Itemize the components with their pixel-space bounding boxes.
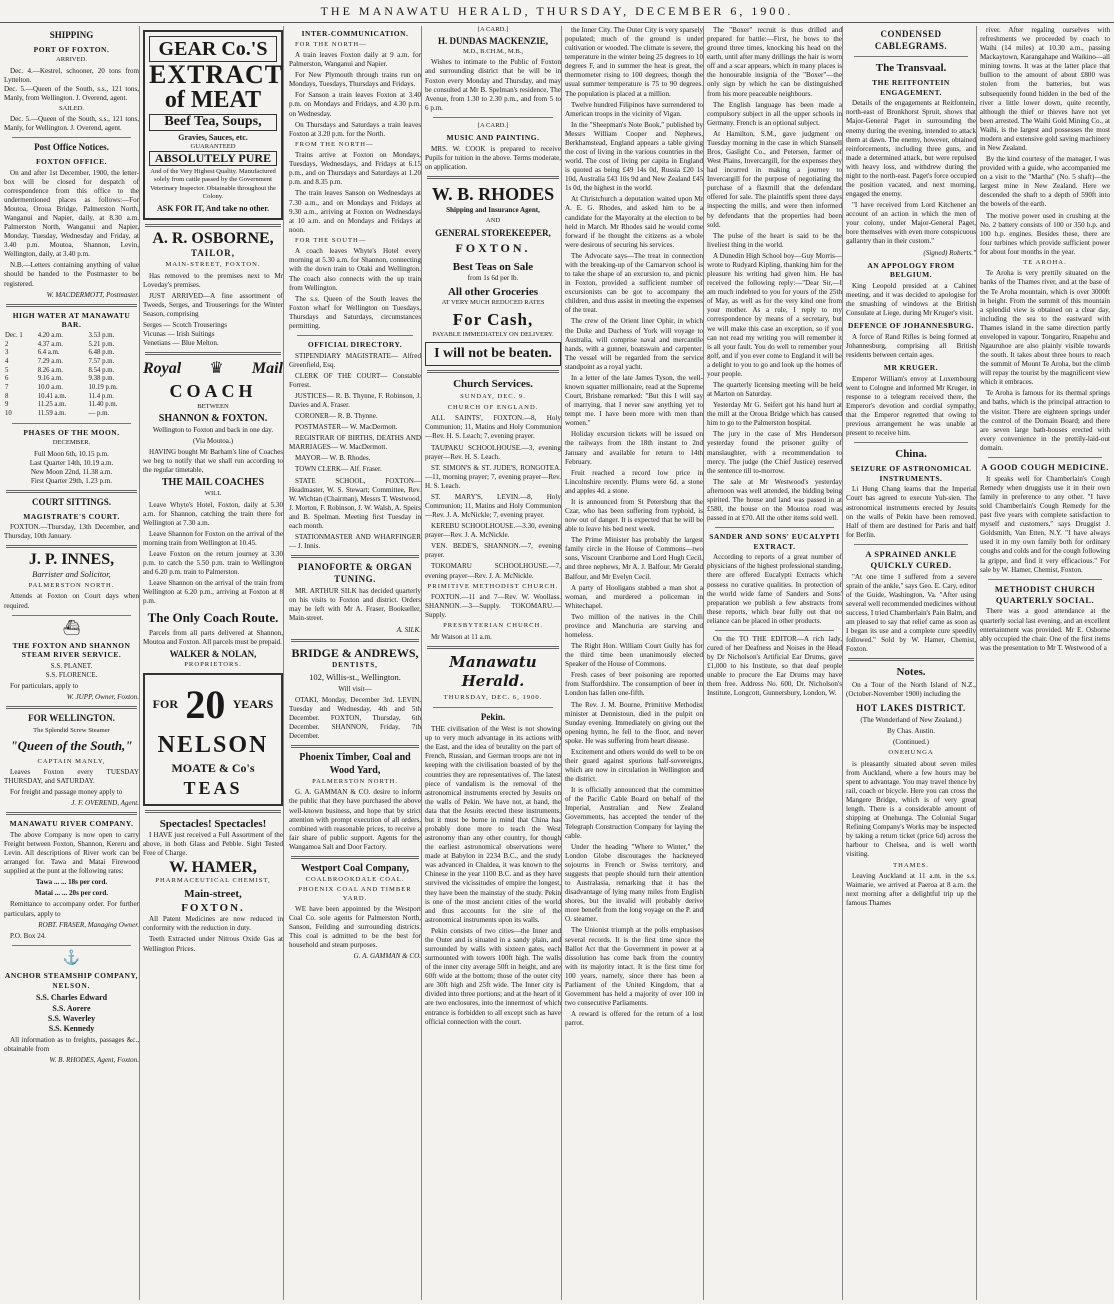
list-item: CLERK OF THE COURT— Constable Forrest. (289, 371, 421, 389)
river-company-sig: ROBT. FRASER, Managing Owner. (38, 920, 139, 929)
news-paragraph: The sale at Mr Westwood's yesterday afternoon was well attended, the bidding being spirited. The house and land was passed in at £580, the house on the Moutoa road was passed in at £70. All the other items sold well. (707, 477, 842, 523)
pres-body: Mr Watson at 11 a.m. (431, 632, 492, 641)
table-row: 5 8.26 a.m. 8.54 p.m. (5, 366, 115, 374)
bridge-andrews: BRIDGE & ANDREWS, (291, 645, 419, 660)
masthead: THE MANAWATU HERALD, THURSDAY, DECEMBER 6, 1900. (0, 0, 1114, 23)
apology-body: King Leopold presided at a Cabinet meeting, and it was decided to apologise for the smashing of windows at the British Consulate at Liege, during Mr Kruger's visit. (846, 281, 976, 318)
court-heading: COURT SITTINGS. (31, 497, 112, 508)
post-office-heading: Post Office Notices. (34, 142, 109, 153)
teas-price: from 1s 6d per lb. (467, 273, 519, 282)
continued-label: (Continued.) (892, 738, 930, 747)
south-1: A coach leaves Whyte's Hotel every morning at 5.30 a.m. for Shannon, connecting with the down train to Otaki and Wellington. The coach also connects with the up train from Wellington. (289, 247, 421, 292)
innes-body: Attends at Foxton on Court days when required. (4, 592, 139, 610)
hamer-town: FOXTON. (181, 902, 245, 915)
wonderland-label: (The Wonderland of New Zealand.) (860, 716, 962, 725)
hamer-body-2: Teeth Extracted under Nitrous Oxide Gas at Wellington Prices. (143, 935, 283, 953)
column-4 (425, 26, 562, 1300)
captain-label: CAPTAIN MANLY, (37, 757, 106, 765)
kruger-body: Emperor William's envoy at Luxembourg went to Cologne and informed Mr Kruger, in response to a telegram received there, the Emperor's devotion and cordial sympathy, that the Emperor regretted that owing to previous arrangement he was unable at present to receive him. (846, 374, 976, 438)
tide-table (4, 332, 139, 419)
nelson-moate: MOATE & Co's (171, 761, 255, 776)
news-paragraph: The quarterly licensing meeting will be held at Marton on Saturday. (707, 380, 842, 399)
north-2: For New Plymouth through trains run on Mondays, Tuesdays, Thursdays and Fridays. (289, 71, 421, 89)
anchor-place: NELSON. (52, 982, 91, 991)
north-4: On Thursdays and Saturdays a train leaves Foxton at 3.20 p.m. for the North. (289, 120, 421, 138)
north-1: A train leaves Foxton daily at 9 a.m. for Palmerston, Wanganui and Napier. (289, 51, 421, 69)
steam-boats: S.S. PLANET. S.S. FLORENCE. (45, 661, 98, 679)
te-aroha-heading: TE AROHA. (1023, 258, 1067, 266)
spectacles-title: Spectacles! Spectacles! (159, 817, 267, 830)
court-sub: MAGISTRATE'S COURT. (23, 511, 120, 521)
onehunga-body: is pleasantly situated about seven miles from Auckland, where a few hours may be spent to advantage. You may travel thence by rail, coach or bicycle. Here you can cross the Mangere Bridge, which is of very great length. There is a considerable amount of shipping at Onehunga. The Colonial Sugar Refining Company's Works may be inspected by taking a return ticket (price 6d) across the harbour to Chelsea, and is well worth visiting. (846, 759, 976, 859)
johannesburg-heading: DEFENCE OF JOHANNESBURG. (847, 321, 975, 331)
visit-label: Will visit— (338, 684, 372, 693)
shannon-foxton: SHANNON & FOXTON. (158, 413, 268, 425)
china-heading: China. (895, 448, 927, 461)
news-paragraph: In a letter of the late James Tyson, the well-known squatter millionaire, read at the Supreme Court, Brisbane remarked: "But this I will say of marrying, that I never saw anything yet to tempt me. I have been more with men than women." (565, 373, 703, 428)
mackenzie-body: Wishes to intimate to the Public of Foxton and surrounding district that he will be in Foxton every Monday and Thursday, and may be consulted at Mr B. Spelman's residence, The Avenue, from 1.30 to 2.30 p.m., and from 5 to 6 p.m. (425, 58, 561, 112)
cash-terms: PAYABLE IMMEDIATELY ON DELIVERY. (432, 330, 554, 338)
table-row: 8 10.41 a.m. 11.4 p.m. (5, 392, 114, 400)
onehunga-heading: ONEHUNGA (888, 749, 934, 757)
westport-body: WE have been appointed by the Westport Coal Co. sole agents for Palmerston North, Sanson, Feilding and surrounding districts. This coal is admitted to be the best for household and steam purposes. (289, 905, 421, 950)
gear-extract: EXTRACT (149, 60, 284, 89)
dentists-label: DENTISTS, (332, 660, 378, 669)
sanders-body: According to reports of a great number of physicians of the highest professional standing, there are offered Eucalypti Extracts which possess no curative qualities. In protection of the world wide fame of Sanders and Sons' preparation we publish a few abstracts from these reports, which bear fully out that no reliance can be placed in other products. (707, 553, 842, 625)
moon-month: DECEMBER. (52, 439, 91, 447)
list-item: MAYOR— W. B. Rhodes. (295, 454, 371, 463)
sanders-heading: SANDER AND SONS' EUCALYPTI EXTRACT. (709, 532, 840, 551)
paper-date: THURSDAY, DEC. 6, 1900. (443, 694, 543, 702)
news-paragraph: Twelve hundred Filipinos have surrendered to American troops in the vicinity of Vigan. (565, 100, 703, 118)
westport-sub-2: PHOENIX COAL AND TIMBER YARD. (298, 886, 412, 902)
table-row: Dec. 1 4.20 a.m. 3.53 p.m. (5, 331, 115, 339)
news-paragraph: Yesterday Mr G. Seifert got his hand hurt at the mill at the Oroua Bridge which has caused him to go to the Palmerston hospital. (707, 401, 842, 428)
innes-place: PALMERSTON NORTH. (28, 582, 115, 589)
piano-sig: A. SILK. (396, 625, 421, 634)
phoenix-place: PALMERSTON NORTH. (312, 777, 398, 785)
column-3 (289, 26, 422, 1300)
cough-heading: A GOOD COUGH MEDICINE. (981, 461, 1109, 472)
groceries-heading: All other Groceries (447, 285, 538, 298)
dentists-address: 102, Willis-st., Wellington. (309, 672, 401, 683)
phoenix-title: Phoenix Timber, Coal and Wood Yard, (299, 752, 411, 777)
anchor-sig: W. B. RHODES, Agent, Foxton. (49, 1056, 139, 1065)
osborne-list: Serges — Scotch Trouserings Vicunas — Irish Suitings Venetians — Blue Melton. (143, 321, 228, 348)
coach-body-2: HAVING bought Mr Barham's line of Coaches we beg to notify that we shall run according to the regular timetable, (143, 448, 283, 475)
news-paragraph: By the kind courtesy of the manager, I was provided with a guide, who accompanied me on a visit to the "Martha" (No. 5 shaft)—the largest mine in New Zealand. Here we descended the shaft to a depth of 590ft into the bowels of the earth. (980, 155, 1110, 209)
not-beaten: I will not be beaten. (425, 342, 561, 366)
anchor-heading: ANCHOR STEAMSHIP COMPANY, (4, 970, 139, 980)
mackenzie-name: H. DUNDAS MACKENZIE, (437, 36, 548, 47)
moon-heading: PHASES OF THE MOON. (23, 427, 120, 437)
column-7 (846, 26, 977, 1300)
royal-label: Royal (143, 360, 182, 378)
gear-guaranteed: GUARANTEED (190, 142, 236, 150)
teas-heading: Best Teas on Sale (452, 260, 534, 273)
kitchener-sig: (Signed) Roberts." (923, 248, 976, 257)
te-aroha-body-2: Te Aroha is famous for its thermal springs and baths, which is the principal attraction to the visitor. There are eighteen springs under the control of the Domain Board; and there are seven large bath-houses erected with every convenience in the prettily-laid-out domain. (980, 389, 1110, 452)
list-item: TOWN CLERK— Alf. Fraser. (295, 465, 382, 474)
news-paragraph: The motive power used in crushing at the No. 2 battery consists of 100 or 350 h.p. and 100 h.p. engines. Besides these, there are four turbines which provide sufficient power for about four months in the year. (980, 211, 1110, 256)
moon-body: Full Moon 6th, 10.15 p.m. Last Quarter 14th, 10.19 a.m. New Moon 22nd, 11.38 a.m. First Quarter 29th, 1.23 p.m. (29, 449, 114, 485)
steam-body: For particulars, apply to (10, 681, 79, 690)
news-paragraph: At Hamilton, S.M., gave judgment on Tuesday morning in the case in which Stansell Bros, Gaslight Co., and Petersen, farmer of West Plains, Invercargill, for the expenses they had incurred in making a journey to Invercargill for the purpose of negotiating the purchase of a flaxmill that the defendant offered for sale. The plaintiffs spent three days inspecting the mills, and were then informed by defendants that the properties had been sold. (707, 129, 842, 229)
from-north-2: The train leaves Sanson on Wednesdays at 7.30 a.m., and on Mondays and Fridays at 9.30 a.m., arriving at Foxton on Wednesdays at 10 a.m. and on Mondays and Fridays at noon. (289, 189, 421, 234)
music-body: MRS. W. COOK is prepared to receive Pupils for tuition in the above. Terms moderate, on application. (425, 144, 561, 172)
only-coach-route: The Only Coach Route. (147, 609, 279, 625)
rhodes-storekeeper: GENERAL STOREKEEPER, (435, 227, 551, 238)
nelson-for-years: FOR 20 YEARS (149, 679, 277, 730)
list-item: TOKOMARU SCHOOLHOUSE.—7, evening prayer—Rev. J. A. McNickle. (425, 562, 561, 580)
methodist-body: There was a good attendance at the quarterly social last evening, and an excellent entertainment was provided. Mr E. Osborne ably occupied the chair. One of the first items was the presentation to Mr T. Westwood of a (980, 607, 1110, 652)
shipping-heading: SHIPPING (49, 30, 94, 40)
paper-title: Manawatu Herald. (449, 652, 537, 690)
list-item: REGISTRAR OF BIRTHS, DEATHS AND MARRIAGES— W. MacDermott. (289, 434, 421, 452)
tide-heading: HIGH WATER AT MANAWATU BAR. (12, 310, 131, 330)
ship-icon: ⛴ (62, 620, 81, 636)
westport-sig: G. A. GAMMAN & CO. (353, 952, 421, 961)
official-heading: OFFICIAL DIRECTORY. (307, 340, 403, 350)
list-item: ST. MARY'S, LEVIN.—8, Holy Communion; 11, Matins and Holy Communion—Rev. J. A. McNickle; 7, evening prayer. (425, 492, 561, 520)
news-paragraph: A reward is offered for the return of a lost parrot. (565, 1010, 703, 1028)
hamer-body: All Patent Medicines are now reduced in conformity with the reduction in duty. (143, 915, 283, 933)
pm-body: FOXTON.—11 and 7—Rev. W. Woollass. SHANNON.—3—Supply. TOKOMARU.—Supply. (425, 593, 561, 620)
rhodes-town: FOXTON. (455, 241, 531, 256)
list-item: POSTMASTER— W. MacDermott. (295, 423, 398, 432)
hamer-street: Main-street, (184, 888, 242, 901)
innes-name: J. P. INNES, (28, 551, 115, 569)
queen-title: "Queen of the South," (10, 737, 133, 753)
osborne-trade: TAILOR, (190, 247, 236, 258)
column-8 (980, 26, 1110, 1300)
news-paragraph: A Dunedin High School boy—Guy Morris—wrote to Rudyard Kipling, thanking him for the pleasure his writing had given him. He has received the following reply:—"Dear Sir,—I am much indebted to you for yours of the 25th of May, as well as for the very kind one from your mother. As a rule, I reply to my correspondence by means of a secretary, but we will make this case an exception, so if you can not read my writing you will remember it is all your fault. You do well to remember your golf, and if you ever come to England it will be a delight to you to go and look up the homes of your people. (707, 251, 842, 378)
hamer-title: PHARMACEUTICAL CHEMIST, (155, 876, 271, 884)
south-label: FOR THE SOUTH— (295, 236, 367, 244)
news-paragraph: In the "Sheepman's Note Book," published by Messrs William Cooper and Nephews, Berkhamstead, England appears a table giving the cost of living in the various countries in the world. The cost of living per capita in England is quoted as being £49 14s 0d, Russia £20 1s 10d, Australia £43 10s 9d and New Zealand £45 1s 0d, the highest in the world. (565, 120, 703, 193)
news-paragraph: At Christchurch a deputation waited upon Mr A. E. G. Rhodes, and asked him to be a candidate for the Mayoralty at the election to be held in March. Mr Rhodes said he would come forward if he thought the citizens as a whole were desirous of securing his services. (565, 195, 703, 249)
johannesburg-body: A force of Rand Rifles is being formed at Johannesburg, comprising all British residents between certain ages. (846, 332, 976, 359)
church-of-england: CHURCH OF ENGLAND. (447, 403, 539, 411)
column-5 (565, 26, 704, 1300)
news-paragraph: The Advocate says—The treat in connection with the breaking-up of the Carnarvon school is to take the shape of an excursion to, and picnic in Foxton, provided a sufficient number of excursionists can be got to accompany the children, and thus assist in meeting the expenses of the treat. (565, 251, 703, 315)
table-row: 3 6.4 a.m. 6.48 p.m. (5, 349, 115, 357)
te-aroha-body: Te Aroha is very prettily situated on the banks of the Thames river, and at the base of the Te Aroha mountain, which is over 3000ft in height. From the summit of this mountain a splendid view is obtained on a clear day, including the sea to the eastward with Thames island in the same direction partly enveloped in vapour. Tongariro, Ruapehu and Ngauruhoe are also plainly visible towards the south. It takes about three hours to reach the summit of Mount Te Aroha, but the climb will repay the tourist by the magnificent view which it embraces. (980, 269, 1110, 387)
card-label: [A CARD.] (477, 121, 509, 129)
music-heading: MUSIC AND PAINTING. (446, 133, 540, 143)
sailed-label: SAILED. (58, 104, 85, 112)
nelson-teas-ad (143, 673, 283, 805)
north-3: For Sanson a train leaves Foxton at 3.40 p.m. on Mondays and Fridays, and 4.30 p.m. on Wednesday. (289, 91, 421, 118)
mail-coaches-1: Leave Whyte's Hotel, Foxton, daily at 5.30 a.m. for Shannon, catching the train there for Wellington at 7.30 a.m. (143, 500, 283, 527)
anchor-icon: ⚓ (62, 950, 81, 966)
sailed-text: Dec. 5.—Queen of the South, s.s., 121 tons, Manly, for Wellington. J. Overend, agent. (4, 115, 139, 133)
hot-lakes-heading: HOT LAKES DISTRICT. (856, 702, 966, 713)
notes-heading: Notes. (896, 666, 926, 679)
gear-quality: And of the Very Highest Quality. Manufactured solely from cattle passed by the Government Veterinary Inspector. Obtainable throughout the Colony. (150, 167, 276, 201)
queen-body-2: For freight and passage money apply to (10, 788, 123, 797)
transvaal-heading: The Transvaal. (875, 62, 947, 75)
news-paragraph: Fresh cases of beer poisoning are reported from Staffordshire. The consumption of beer in London has fallen one-fifth. (565, 671, 703, 698)
news-paragraph: The Prime Minister has probably the largest family circle in the House of Commons—two sons, Viscount Cranborne and Lord Hugh Cecil, and three nephews, Mr A. J. Balfour, Mr Gerald Balfour, and Mr Evelyn Cecil. (565, 536, 703, 581)
gear-gravies: Gravies, Sauces, etc. (178, 132, 248, 142)
arrived-label: ARRIVED. (56, 56, 87, 64)
between-label: BETWEEN (197, 402, 229, 410)
pekin-body: THE civilisation of the West is not showing up to very much advantage in its actions with the East, and the idea of brutality on the part of French, Russian, and German troops are not in keeping with the civilisation boasted of by the countries they are representatives of. The latest piece of vandalism is the removal of the astronomical instruments erected by Jesuits on the walls of Pekin. We have not, at hand, the data that the Jesuits erected these instruments, but it must be borne in mind that China has probably done more to teach the West astronomy than any other country, for though the earliest astronomical observations were made at Babylon in 2234 B.C., and the study was advanced in Chaldea, it was known to the Chinese in the year 1100 B.C. and as they have survived the vicissitudes of empire the longest, they have been the mainstay of the study. Pekin is one of the most ancient cities of the world and thus accounts for the site of the astronomical instruments upon its walls. (425, 725, 561, 924)
news-paragraph: the Inner City. The Outer City is very sparsely populated; much of the ground is under cultivation or wooded. The climate is severe, the temperature in the winter being 25 degrees to 10 degrees F, and in summer the heat is great, the thermometer rising to 100 degrees, though the usual summer temperature is 75 to 90 degrees. The population is placed at a million. (565, 26, 703, 98)
royal-mail-header (143, 359, 283, 379)
news-paragraph: The Rev. J. M. Bourne, Primitive Methodist minister at Dennistoun, died in the pulpit on Sunday evening. Immediately on giving out the opening hymn, he fell to the floor, and never spoke. He was suffering from heart disease. (565, 700, 703, 745)
list-item: ALL SAINTS', FOXTON.—8, Holy Communion; 11, Matins and Holy Communion—Rev. H. S. Leach; 7, evening prayer. (425, 414, 561, 441)
piano-body: MR. ARTHUR SILK has decided quarterly on his visits to Foxton and district. Orders may be left with Mr A. Fraser, Bookseller, Main-street. (289, 587, 421, 623)
news-paragraph: Fruit reached a record low price in Lincolnshire recently. Plums were 6d. a stone and apples 4d. a stone. (565, 468, 703, 495)
nelson-teas: TEAS (183, 777, 243, 798)
apology-heading: AN APPOLOGY FROM BELGIUM. (867, 260, 955, 280)
walker-nolan: WALKER & NOLAN, (169, 649, 257, 660)
thames-heading: THAMES. (893, 861, 929, 869)
gear-of-meat: of MEAT (164, 87, 262, 113)
card-label: [A CARD.] (477, 26, 509, 33)
river-company-heading: MANAWATU RIVER COMPANY. (9, 819, 134, 829)
gear-beef-tea: Beef Tea, Soups, (149, 114, 277, 131)
gear-extract-ad (143, 30, 283, 220)
steam-heading: THE FOXTON AND SHANNON STEAM RIVER SERVICE. (12, 640, 131, 660)
column-2 (143, 26, 284, 1300)
nelson-twenty: 20 (185, 682, 226, 728)
news-paragraph: The crew of the Orient liner Ophir, in which the Duke and Duchess of York will voyage to Australia, will comprise naval and mercantile hands, with a gunner, boatswain and carpenter. The vessel will be regarded from the service standpoint as a royal yacht. (565, 317, 703, 371)
cough-body: It speaks well for Chamberlain's Cough Remedy when druggists use it in their own family in preference to any other. "I have sold Chamberlain's Cough Remedy for the past five years with complete satisfaction to myself and customers," says Druggist J. Goldsmith, Van Etten, N.Y. "I have always used it in my own family both for ordinary coughs and colds and for the cough following la grippe, and find it very efficacious." For sale by W. Hamer, Chemist, Foxton. (980, 474, 1110, 574)
court-body: FOXTON.—Thursday, 13th December, and Thursday, 10th January. (4, 523, 139, 541)
rhodes-role: Shipping and Insurance Agent, (446, 206, 540, 215)
sunday-date: SUNDAY, DEC. 9. (460, 393, 526, 401)
innes-title: Barrister and Solicitor, (32, 569, 111, 580)
queen-sig: J. F. OVEREND, Agent. (71, 799, 139, 808)
news-paragraph: Holiday excursion tickets will be issued on the railways from the 18th instant to 2nd January and available for return to 14th February. (565, 430, 703, 466)
table-row: 4 7.29 a.m. 7.57 p.m. (5, 357, 115, 365)
table-row: 2 4.37 a.m. 5.21 p.m. (5, 340, 115, 348)
post-office-sub: FOXTON OFFICE. (35, 156, 108, 166)
news-paragraph: The Right Hon. William Court Gully has for the third time been unanimously elected Speaker of the House of Commons. (565, 642, 703, 669)
methodist-heading: METHODIST CHURCH QUARTERLY SOCIAL. (994, 583, 1096, 605)
visit-body: OTAKI, Monday, December 3rd. LEVIN, Tuesday and Wednesday, 4th and 5th December. FOXTON, Thursday, 6th December. SHANNON, Friday, 7th December. (289, 695, 421, 741)
piano-heading: PIANOFORTE & ORGAN TUNING. (297, 562, 413, 584)
po-box: P.O. Box 24. (10, 931, 47, 940)
pekin-body-2: Pekin consists of two cities—the Inner and the Outer and is situated in a sandy plain, and surrounded by walls with sixteen gates, each surmounted with towers 100ft high. The walls of the inner city average 50ft in height, and are 60ft wide at the bottom; those of the outer city are 30ft high and 25ft wide. The Inner city is divided into three portions; and at the heart of it are two enclosures, into the innermost of which entrance is forbidden to all except such as have official connection with the court. (425, 926, 561, 1026)
mail-coaches-title: THE MAIL COACHES (161, 477, 265, 489)
river-company-body-2: Remittance to accompany order. For further particulars, apply to (4, 900, 139, 918)
thames-body: Leaving Auckland at 11 a.m. in the s.s. Waimarie, we arrived at Paeroa at 8 a.m. the next morning after a delightful trip up the famous Thames (846, 872, 976, 908)
news-paragraph: Under the heading "Where to Winter," the London Globe discourages the hackneyed sojourns in French or Swiss territory, and suggests that people should turn their attention to Australasia, remarking that it has the disadvantage of lying many miles from English shores, but the invalid will probably derive more benefit from the long voyage on the P. and O. steamer. (565, 842, 703, 924)
table-row: 10 11.59 a.m. — p.m. (5, 410, 110, 418)
phoenix-body: G. A. GAMMAN & CO. desire to inform the public that they have purchased the above well-known business, and hope that by strict attention with prompt execution of all orders, combined with reasonable prices, to receive a fair share of public support. Agents for the Wangamoa Salt and Door Factory. (289, 788, 421, 851)
list-item: STATE SCHOOL, FOXTON— Headmaster, W. S. Stewart; Committee, Rev. W. Wichtan (Chairman), Messrs T. Westwood, J. Morton, F. Robinson, J. W. Walsh, A. Speirs and B. Spelman. Meeting first Tuesday in each month. (289, 476, 421, 530)
proprietors-label: PROPRIETORS. (184, 660, 242, 668)
will-label: WILL (204, 490, 222, 498)
sprain-body: "At one time I suffered from a severe sprain of the ankle," says Geo. E. Cary, editor of the Guide, Washington, Va. "After using several well recommended medicines without success, I tried Chamberlain's Pain Balm, and am pleased to say that relief came as soon as I began its use and a complete cure speedily followed." Sold by W. Hamer, Chemist, Foxton. (846, 572, 977, 654)
tawa-rate: Tawa ... ... 18s per cord. (35, 878, 108, 887)
only-route-body: Parcels from all parts delivered at Shannon, Moutoa and Foxton. All parcels must be prepaid. (143, 629, 283, 647)
post-office-nb: N.B.—Letters containing anything of value should be handed to the Postmaster to be registered. (4, 261, 139, 288)
list-item: STIPENDIARY MAGISTRATE— Alfred Greenfield, Esq. (289, 351, 421, 369)
anchor-ships: S.S. Charles Edward S.S. Aorere S.S. Waverley S.S. Kennedy (35, 993, 108, 1034)
mail-label: Mail (251, 360, 283, 378)
primitive-methodist: PRIMITIVE METHODIST CHURCH. (427, 582, 559, 590)
list-item: KEREBU SCHOOLHOUSE.—3.30, evening prayer—Rev. J. A. McNickle. (425, 522, 561, 540)
kruger-heading: MR KRUGER. (883, 362, 939, 372)
north-label: FOR THE NORTH— (295, 40, 367, 48)
news-paragraph: The jury in the case of Mrs Henderson yesterday found the prisoner guilty of manslaughter, with a recommendation to mercy. The judge (the Chief Justice) reserved the sentence till to-morrow. (707, 430, 842, 475)
mackenzie-degrees: M.D., B.CH.M., M.B., (462, 47, 524, 55)
reitfontein-heading: THE REITFONTEIN ENGAGEMENT. (872, 78, 950, 97)
mail-coaches-2: Leave Shannon for Foxton on the arrival of the morning train from Wellington at 10.45. (143, 529, 283, 547)
news-paragraph: The Unionist triumph at the polls emphasises several records. It is the first time since the Ballot Act that the Government in power at a dissolution has come back from the country with its majority intact. It is the first time for 100 years, namely, since there has been a Parliament of the United Kingdom, that a Government has held a majority of over 100 in two consecutive Parliaments. (565, 926, 703, 1008)
church-heading: Church Services. (453, 378, 533, 391)
westport-sub: COALBROOKDALE COAL. (305, 875, 405, 883)
osborne-name: A. R. OSBORNE, (152, 229, 274, 247)
news-paragraph: The pulse of the heart is said to be the liveliest thing in the world. (707, 231, 842, 249)
river-company-body: The above Company is now open to carry Freight between Foxton, Shannon, Kereru and Levin. All descriptions of River work can be arranged for. Tawa and Matai Firewood supplied at the punt at the following rates: (4, 830, 139, 876)
column-1 (4, 26, 140, 1300)
gear-pure: ABSOLUTELY PURE (149, 151, 277, 166)
port-heading: PORT OF FOXTON. (33, 44, 110, 54)
queen-body: Leaves Foxton every TUESDAY THURSDAY, and SATURDAY. (4, 768, 139, 786)
postmaster-sig: W. MACDERMOTT, Postmaster. (46, 290, 139, 299)
osborne-place: MAIN-STREET, FOXTON. (165, 261, 261, 269)
osborne-body-2: JUST ARRIVED—A fine assortment of Tweeds, Serges, and Trouserings for the Winter Season, comprising (143, 291, 283, 318)
nelson-name: NELSON (157, 732, 269, 759)
seizure-body: Li Hung Chang learns that the Imperial Court has agreed to execute Yuh-sien. The astronomical instruments erected by Jesuits on the walls of Pekin have been removed. Half of them are destined for Paris and half for Berlin. (846, 485, 976, 539)
pekin-heading: Pekin. (480, 711, 506, 722)
table-row: 9 11.25 a.m. 11.40 p.m. (5, 401, 118, 409)
news-paragraph: A party of Hooligans stabbed a man shot a woman, and murdered a policeman in Whitechapel. (565, 583, 703, 610)
wellington-heading: FOR WELLINGTON. (28, 713, 115, 723)
matai-rate: Matai ... ... 20s per cord. (34, 889, 109, 898)
mail-coaches-4: Leave Shannon on the arrival of the train from Wellington at 6.20 p.m., arriving at Foxton at 8 p.m. (143, 579, 283, 606)
news-paragraph: It is announced from St Petersburg that the Czar, who has been suffering from typhoid, is now out of danger. It is expected that he will be able to leave his bed next week. (565, 497, 703, 534)
news-paragraph: The "Boxer" recruit is thus drilled and prepared for battle:—First, he bows to the ground three times, knocking his head on the earth, until after many drillings the hair is worn off and a scar appears, which in many places is the honourable insignia of the "Boxer"—the only sign by which he can be distinguished from his more peaceable neighbours. (707, 26, 842, 98)
steam-sig: W. JUPP, Owner, Foxton. (66, 692, 139, 701)
crest-icon: ♛ (209, 360, 224, 378)
inter-heading: INTER-COMMUNICATION. (301, 29, 409, 38)
table-row: 6 9.16 a.m. 9.38 p.m. (5, 375, 115, 383)
presbyterian: PRESBYTERIAN CHURCH. (443, 622, 543, 630)
cable-heading: CONDENSED CABLEGRAMS. (874, 29, 948, 51)
rhodes-and: AND (485, 217, 501, 225)
sprain-heading: A SPRAINED ANKLE QUICKLY CURED. (865, 548, 957, 570)
from-north-label: FROM THE NORTH— (295, 140, 374, 148)
list-item: TAUPAKU SCHOOLHOUSE.—3, evening prayer—Rev. H. S. Leach. (425, 443, 561, 461)
osborne-body: Has removed to the premises next to Mr Loveday's premises. (143, 271, 283, 289)
mail-coaches-3: Leave Foxton on the return journey at 3.30 p.m. to catch the 5.50 p.m. train to Wellington and 6.20 p.m. train to Palmerston. (143, 550, 283, 577)
rhodes-name: W. B. RHODES (431, 184, 555, 205)
from-north-1: Trains arrive at Foxton on Mondays, Tuesdays, Wednesdays, and Fridays at 6.15 p.m., and on Thursdays and Saturdays at 1.20 p.m. and 8.35 p.m. (289, 151, 421, 187)
groceries-rates: AT VERY MUCH REDUCED RATES (441, 298, 545, 306)
list-item: VEN. BEDE'S, SHANNON.—7, evening prayer. (425, 542, 561, 560)
list-item: CORONER— R. B. Thynne. (295, 412, 378, 421)
notes-body: On a Tour of the North Island of N.Z., (October-November 1900) including the (846, 681, 976, 699)
news-paragraph: It is officially announced that the committee of the Pacific Cable Board on behalf of the Imperial, Australian and New Zealand Governments, has accepted the tender of the Telegraph Construction Company for laying the cable. (565, 786, 703, 840)
news-paragraph: Excitement and others would do well to be on their guard against spurious half-sovereigns, which are now in circulation in Wellington and the district. (565, 747, 703, 784)
list-item: JUSTICES— R. B. Thynne, F. Robinson, J. Davies and A. Fraser. (289, 391, 421, 409)
cash-heading: For Cash, (452, 310, 534, 330)
anchor-body: All information as to freights, passages &c., obtainable from (4, 1036, 139, 1054)
screw-label: The Splendid Screw Steamer (33, 726, 110, 734)
coach-label: COACH (169, 380, 257, 401)
table-row: 7 10.0 a.m. 10.19 p.m. (5, 383, 118, 391)
news-paragraph: On the TO THE EDITOR—A rich lady, cured of her Deafness and Noises in the Head by Dr Nicholson's Artificial Ear Drums, gave £1,000 to his Institute, so that deaf people unable to procure the Ear Drums may have them free. Address No. 600, Dr. Nicholson's Institute, Longcott, Gunnersbury, London, W. (707, 634, 842, 698)
post-office-body: On and after 1st December, 1900, the letter-box will be closed for despatch of correspondence from this office to the undermentioned places as follows:—For Moutoa, Oroua Bridge, Palmerston North, Wanganui and Napier, daily, at 8.30 a.m. Palmerston North, Wanganui and Napier, Monday, Tuesday, Wednesday and Friday, at 3.40 p.m. Moutoa, Shannon, Levin, Wellington, daily, at 3.40 p.m. (4, 168, 139, 259)
coach-body: Wellington to Foxton and back in one day. (152, 426, 274, 435)
seizure-heading: SEIZURE OF ASTRONOMICAL INSTRUMENTS. (850, 464, 972, 483)
author-label: By Chas. Austin. (886, 727, 936, 736)
via-label: (Via Moutoa.) (192, 437, 234, 446)
news-paragraph: river. After regaling ourselves with refreshments we proceeded by coach to Waihi (14 miles) at 10.30 a.m., passing Mackaytown, Karangahape and Waikino—all mining towns. It was at the latter place that bullion to the amount of about £800 was stolen from the batteries, but was subsequently found hidden in the bed of the river a little lower down, quite recently, although the thief or thieves have not yet been arrested. The Waihi Gold Mining Co., at Waihi, is the largest and possesses the most modern and extensive gold saving machinery in New Zealand. (980, 26, 1110, 153)
arrived-text: Dec. 4.—Kestrel, schooner, 20 tons from Lyttelton. Dec. 5.—Queen of the South, s.s., 121 tons, Manly, from Wellington. J. Overend, agent. (4, 66, 139, 102)
kitchener-quote: "I have received from Lord Kitchener an account of an action in which the men of your colony, under Major-General Paget, bore themselves with even more conspicuous gallantry than in their custom." (846, 201, 976, 246)
news-paragraph: The English language has been made a compulsory subject in all the upper schools in Germany. French is an optional subject. (707, 100, 842, 127)
reitfontein-body: Details of the engagements at Reitfontein, north-east of Bronkhorst Spruit, shows that Major-General Paget in surrounding the enemy during the evening, intended to attack them at dawn. The enemy, however, obtained reinforcements, including three guns, and made a determined attack, but were repulsed with heavy loss, and withdrew during the night to the north-east. Paget's force occupied the position vacated, and next morning, engaged the enemy. (846, 99, 976, 199)
hamer-name: W. HAMER, (169, 858, 257, 876)
list-item: STATIONMASTER AND WHARFINGER— J. Innis. (289, 533, 421, 551)
spectacles-body: I HAVE just received a Full Assortment of the above, in both Glass and Pebble. Sight Tested Free of Charge. (143, 830, 283, 857)
news-paragraph: Two million of the natives in the Chili province and Manchuria are starving and homeless. (565, 612, 703, 639)
gear-ask: ASK FOR IT, And take no other. (156, 203, 270, 213)
westport-title: Westport Coal Company, (300, 862, 410, 874)
south-2: The s.s. Queen of the South leaves the Foxton wharf for Wellington on Tuesdays, Thursdays and Saturdays, circumstances permitting. (289, 294, 421, 330)
gear-title: GEAR Co.'S (149, 36, 277, 62)
list-item: ST. SIMON'S & ST. JUDE'S, RONGOTEA.—11, morning prayer; 7, evening prayer—Rev. H. S. Leach. (425, 463, 561, 490)
column-6 (707, 26, 843, 1300)
